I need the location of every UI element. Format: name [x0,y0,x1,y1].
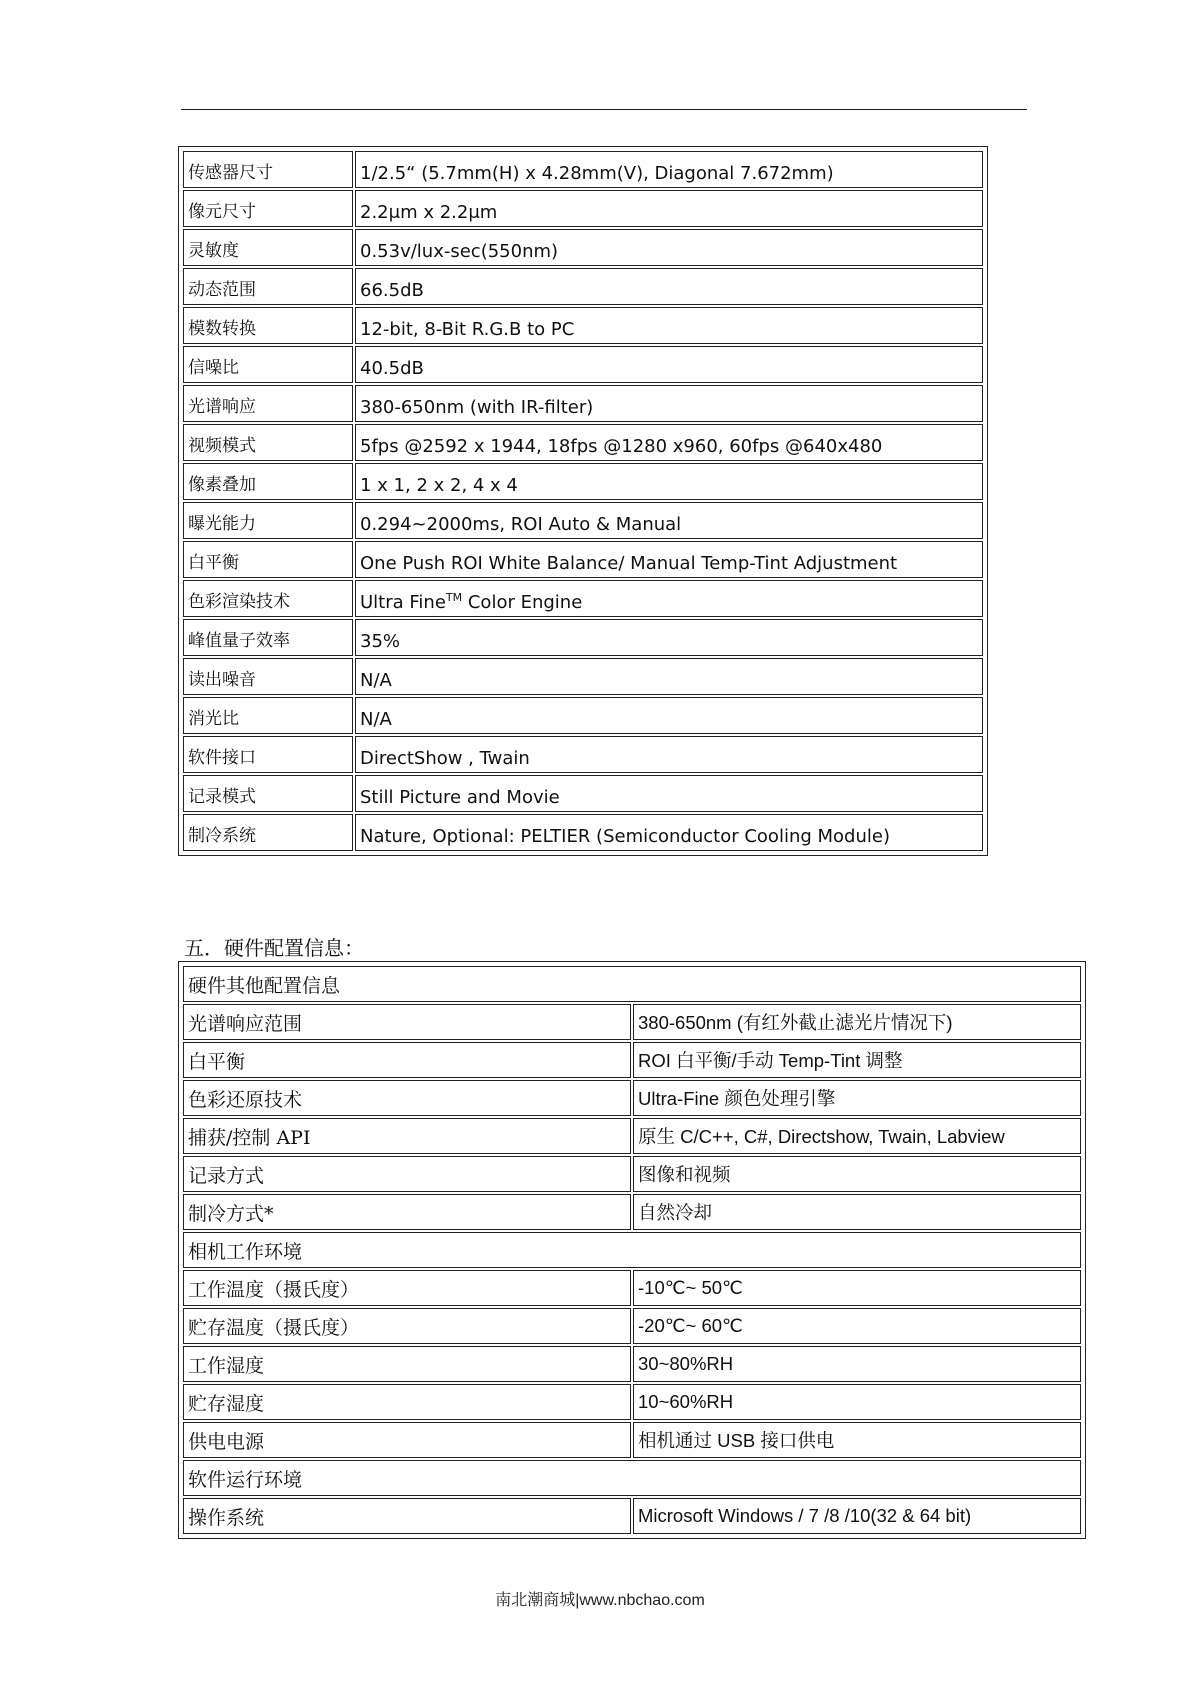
spec-value: 5fps @2592 x 1944, 18fps @1280 x960, 60fps @640x480 [355,424,983,461]
spec-label: 峰值量子效率 [183,619,353,656]
config-label: 供电电源 [183,1422,631,1458]
config-label: 白平衡 [183,1042,631,1078]
config-label: 制冷方式* [183,1194,631,1230]
spec-value: 0.53v/lux-sec(550nm) [355,229,983,266]
config-value: 10~60%RH [633,1384,1081,1420]
table-row [183,463,983,500]
table-row [183,541,983,578]
table-row [183,1270,1081,1306]
spec-label: 动态范围 [183,268,353,305]
spec-label: 灵敏度 [183,229,353,266]
config-label: 操作系统 [183,1498,631,1534]
config-value: -20℃~ 60℃ [633,1308,1081,1344]
table-row [183,814,983,851]
group-header-row [183,966,1081,1002]
config-label: 贮存温度（摄氏度） [183,1308,631,1344]
table-row [183,1384,1081,1420]
table-row [183,1004,1081,1040]
config-value: -10℃~ 50℃ [633,1270,1081,1306]
spec-value: 12-bit, 8-Bit R.G.B to PC [355,307,983,344]
spec-value: 1 x 1, 2 x 2, 4 x 4 [355,463,983,500]
table-row [183,268,983,305]
config-value: Ultra-Fine 颜色处理引擎 [633,1080,1081,1116]
group-title: 相机工作环境 [183,1232,1081,1268]
table-row [183,1194,1081,1230]
table-row [183,580,983,617]
table-row [183,424,983,461]
spec-label: 白平衡 [183,541,353,578]
spec-label: 读出噪音 [183,658,353,695]
config-label: 工作温度（摄氏度） [183,1270,631,1306]
spec-label: 制冷系统 [183,814,353,851]
spec-value: 1/2.5“ (5.7mm(H) x 4.28mm(V), Diagonal 7.672mm) [355,151,983,188]
config-label: 工作湿度 [183,1346,631,1382]
config-value: 30~80%RH [633,1346,1081,1382]
config-value: 自然冷却 [633,1194,1081,1230]
section-heading: 五．硬件配置信息： [184,936,364,960]
spec-label: 光谱响应 [183,385,353,422]
table-row [183,1498,1081,1534]
spec-label: 视频模式 [183,424,353,461]
spec-value: 0.294~2000ms, ROI Auto & Manual [355,502,983,539]
table-row [183,619,983,656]
table-row [183,658,983,695]
spec-value: 2.2μm x 2.2μm [355,190,983,227]
spec-value: N/A [355,658,983,695]
spec-value-suffix: Color Engine [462,592,583,613]
page-footer: 南北潮商城|www.nbchao.com [495,1592,705,1609]
config-value: ROI 白平衡/手动 Temp-Tint 调整 [633,1042,1081,1078]
table-row [183,736,983,773]
spec-label: 曝光能力 [183,502,353,539]
table-row [183,1308,1081,1344]
spec-label: 像素叠加 [183,463,353,500]
config-value: 图像和视频 [633,1156,1081,1192]
spec-label: 模数转换 [183,307,353,344]
table-row [183,775,983,812]
spec-value: N/A [355,697,983,734]
config-value: 原生 C/C++, C#, Directshow, Twain, Labview [633,1118,1081,1154]
config-value: 380-650nm (有红外截止滤光片情况下) [633,1004,1081,1040]
spec-label: 色彩渲染技术 [183,580,353,617]
group-title: 软件运行环境 [183,1460,1081,1496]
spec-label: 消光比 [183,697,353,734]
config-label: 捕获/控制 API [183,1118,631,1154]
config-value: Microsoft Windows / 7 /8 /10(32 & 64 bit) [633,1498,1081,1534]
table-row [183,346,983,383]
table-row [183,1042,1081,1078]
group-header-row [183,1460,1081,1496]
table-row [183,1156,1081,1192]
spec-value: 380-650nm (with IR-filter) [355,385,983,422]
spec-label: 像元尺寸 [183,190,353,227]
config-label: 贮存湿度 [183,1384,631,1420]
config-label: 色彩还原技术 [183,1080,631,1116]
table-row [183,1422,1081,1458]
spec-value: DirectShow , Twain [355,736,983,773]
config-label: 光谱响应范围 [183,1004,631,1040]
table-row [183,229,983,266]
table-row [183,1346,1081,1382]
spec-value: One Push ROI White Balance/ Manual Temp-Tint Adjustment [355,541,983,578]
group-header-row [183,1232,1081,1268]
sensor-spec-table [178,146,988,856]
table-row [183,502,983,539]
group-title: 硬件其他配置信息 [183,966,1081,1002]
table-row [183,190,983,227]
table-row [183,1080,1081,1116]
trademark-superscript: TM [445,591,463,604]
header-rule [181,109,1027,110]
spec-value: Ultra Fine [360,592,446,613]
config-label: 记录方式 [183,1156,631,1192]
spec-label: 软件接口 [183,736,353,773]
table-row [183,1118,1081,1154]
hardware-config-table [178,961,1086,1539]
table-row [183,151,983,188]
spec-label: 信噪比 [183,346,353,383]
spec-value: 35% [355,619,983,656]
spec-value: Nature, Optional: PELTIER (Semiconductor Cooling Module) [355,814,983,851]
spec-value: 66.5dB [355,268,983,305]
spec-value: 40.5dB [355,346,983,383]
spec-value: Still Picture and Movie [355,775,983,812]
spec-label: 传感器尺寸 [183,151,353,188]
table-row [183,307,983,344]
spec-label: 记录模式 [183,775,353,812]
spec-value-cell [355,580,983,617]
table-row [183,385,983,422]
table-row [183,697,983,734]
config-value: 相机通过 USB 接口供电 [633,1422,1081,1458]
